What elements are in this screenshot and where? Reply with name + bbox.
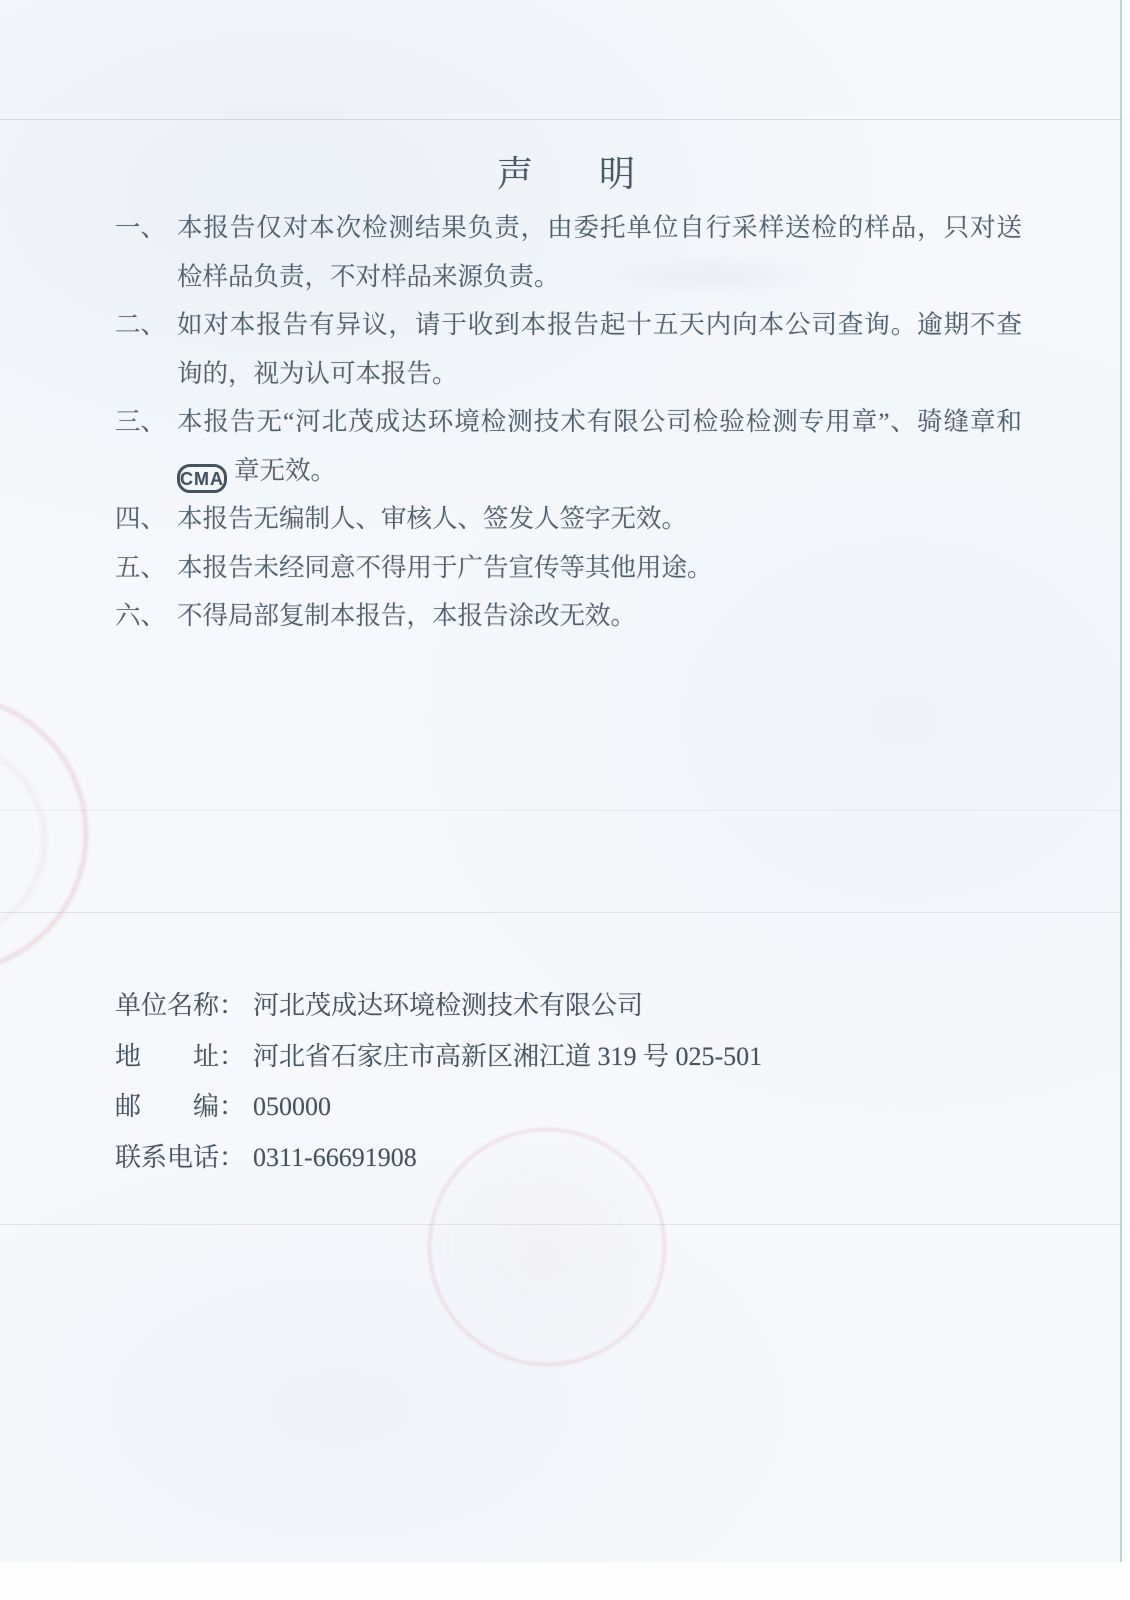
statement-item: [115, 301, 1030, 398]
info-label: 邮 编：: [115, 1092, 246, 1121]
item-body: [177, 544, 1022, 593]
info-row: [115, 1133, 762, 1184]
item-body: [177, 301, 1022, 398]
info-value: 050000: [253, 1092, 332, 1121]
cma-certification-mark-icon: CMA: [177, 464, 227, 493]
info-row: [115, 1082, 762, 1133]
scan-artifact-line: [0, 119, 1130, 120]
faint-red-seal-left: [0, 694, 88, 974]
item-line: [177, 447, 1022, 496]
info-label: 联系电话：: [115, 1142, 246, 1172]
item-number: 一、: [115, 213, 167, 242]
company-info-block: [115, 981, 762, 1183]
scan-artifact-line: [0, 810, 1130, 811]
item-number: 六、: [115, 601, 167, 630]
statement-item: [115, 495, 1030, 544]
statement-item: [115, 544, 1030, 593]
info-label: 单位名称：: [115, 991, 246, 1020]
statement-list: [115, 204, 1030, 641]
item-line: 不得局部复制本报告，本报告涂改无效。: [177, 601, 637, 630]
scan-bottom-strip: [0, 1562, 1130, 1600]
page-title: 声明: [497, 154, 702, 194]
item-body: [177, 398, 1022, 495]
scan-artifact-line: [0, 1224, 1130, 1225]
item-line: 检样品负责，不对样品来源负责。: [177, 261, 560, 291]
item-line: 如对本报告有异议，请于收到本报告起十五天内向本公司查询。逾期不查: [177, 310, 1022, 339]
info-value: 0311-66691908: [253, 1142, 417, 1172]
info-row: [115, 981, 762, 1032]
info-label: 地 址：: [115, 1041, 246, 1071]
scan-edge-strip: [1122, 0, 1130, 1562]
item-line: 本报告无“河北茂成达环境检测技术有限公司检验检测专用章”、骑缝章和: [177, 407, 1022, 436]
item-body: [177, 204, 1022, 301]
item-line-text: 章无效。: [234, 455, 337, 485]
item-number: 四、: [115, 504, 167, 533]
item-line: 询的，视为认可本报告。: [177, 358, 458, 388]
info-row: [115, 1032, 762, 1083]
statement-item: [115, 592, 1030, 641]
faint-red-seal-left-inner: [0, 742, 46, 938]
info-value: 河北茂成达环境检测技术有限公司: [253, 991, 644, 1020]
statement-item: [115, 204, 1030, 301]
item-body: [177, 495, 1022, 544]
info-value: 河北省石家庄市高新区湘江道 319 号 025-501: [253, 1041, 763, 1071]
item-number: 五、: [115, 552, 167, 582]
item-number: 二、: [115, 310, 167, 339]
item-line: 本报告无编制人、审核人、签发人签字无效。: [177, 504, 688, 533]
item-body: [177, 592, 1022, 641]
scan-artifact-line: [0, 912, 1130, 913]
item-number: 三、: [115, 407, 167, 436]
statement-item: [115, 398, 1030, 495]
item-line: 本报告未经同意不得用于广告宣传等其他用途。: [177, 552, 713, 582]
item-line: 本报告仅对本次检测结果负责，由委托单位自行采样送检的样品，只对送: [177, 213, 1022, 242]
